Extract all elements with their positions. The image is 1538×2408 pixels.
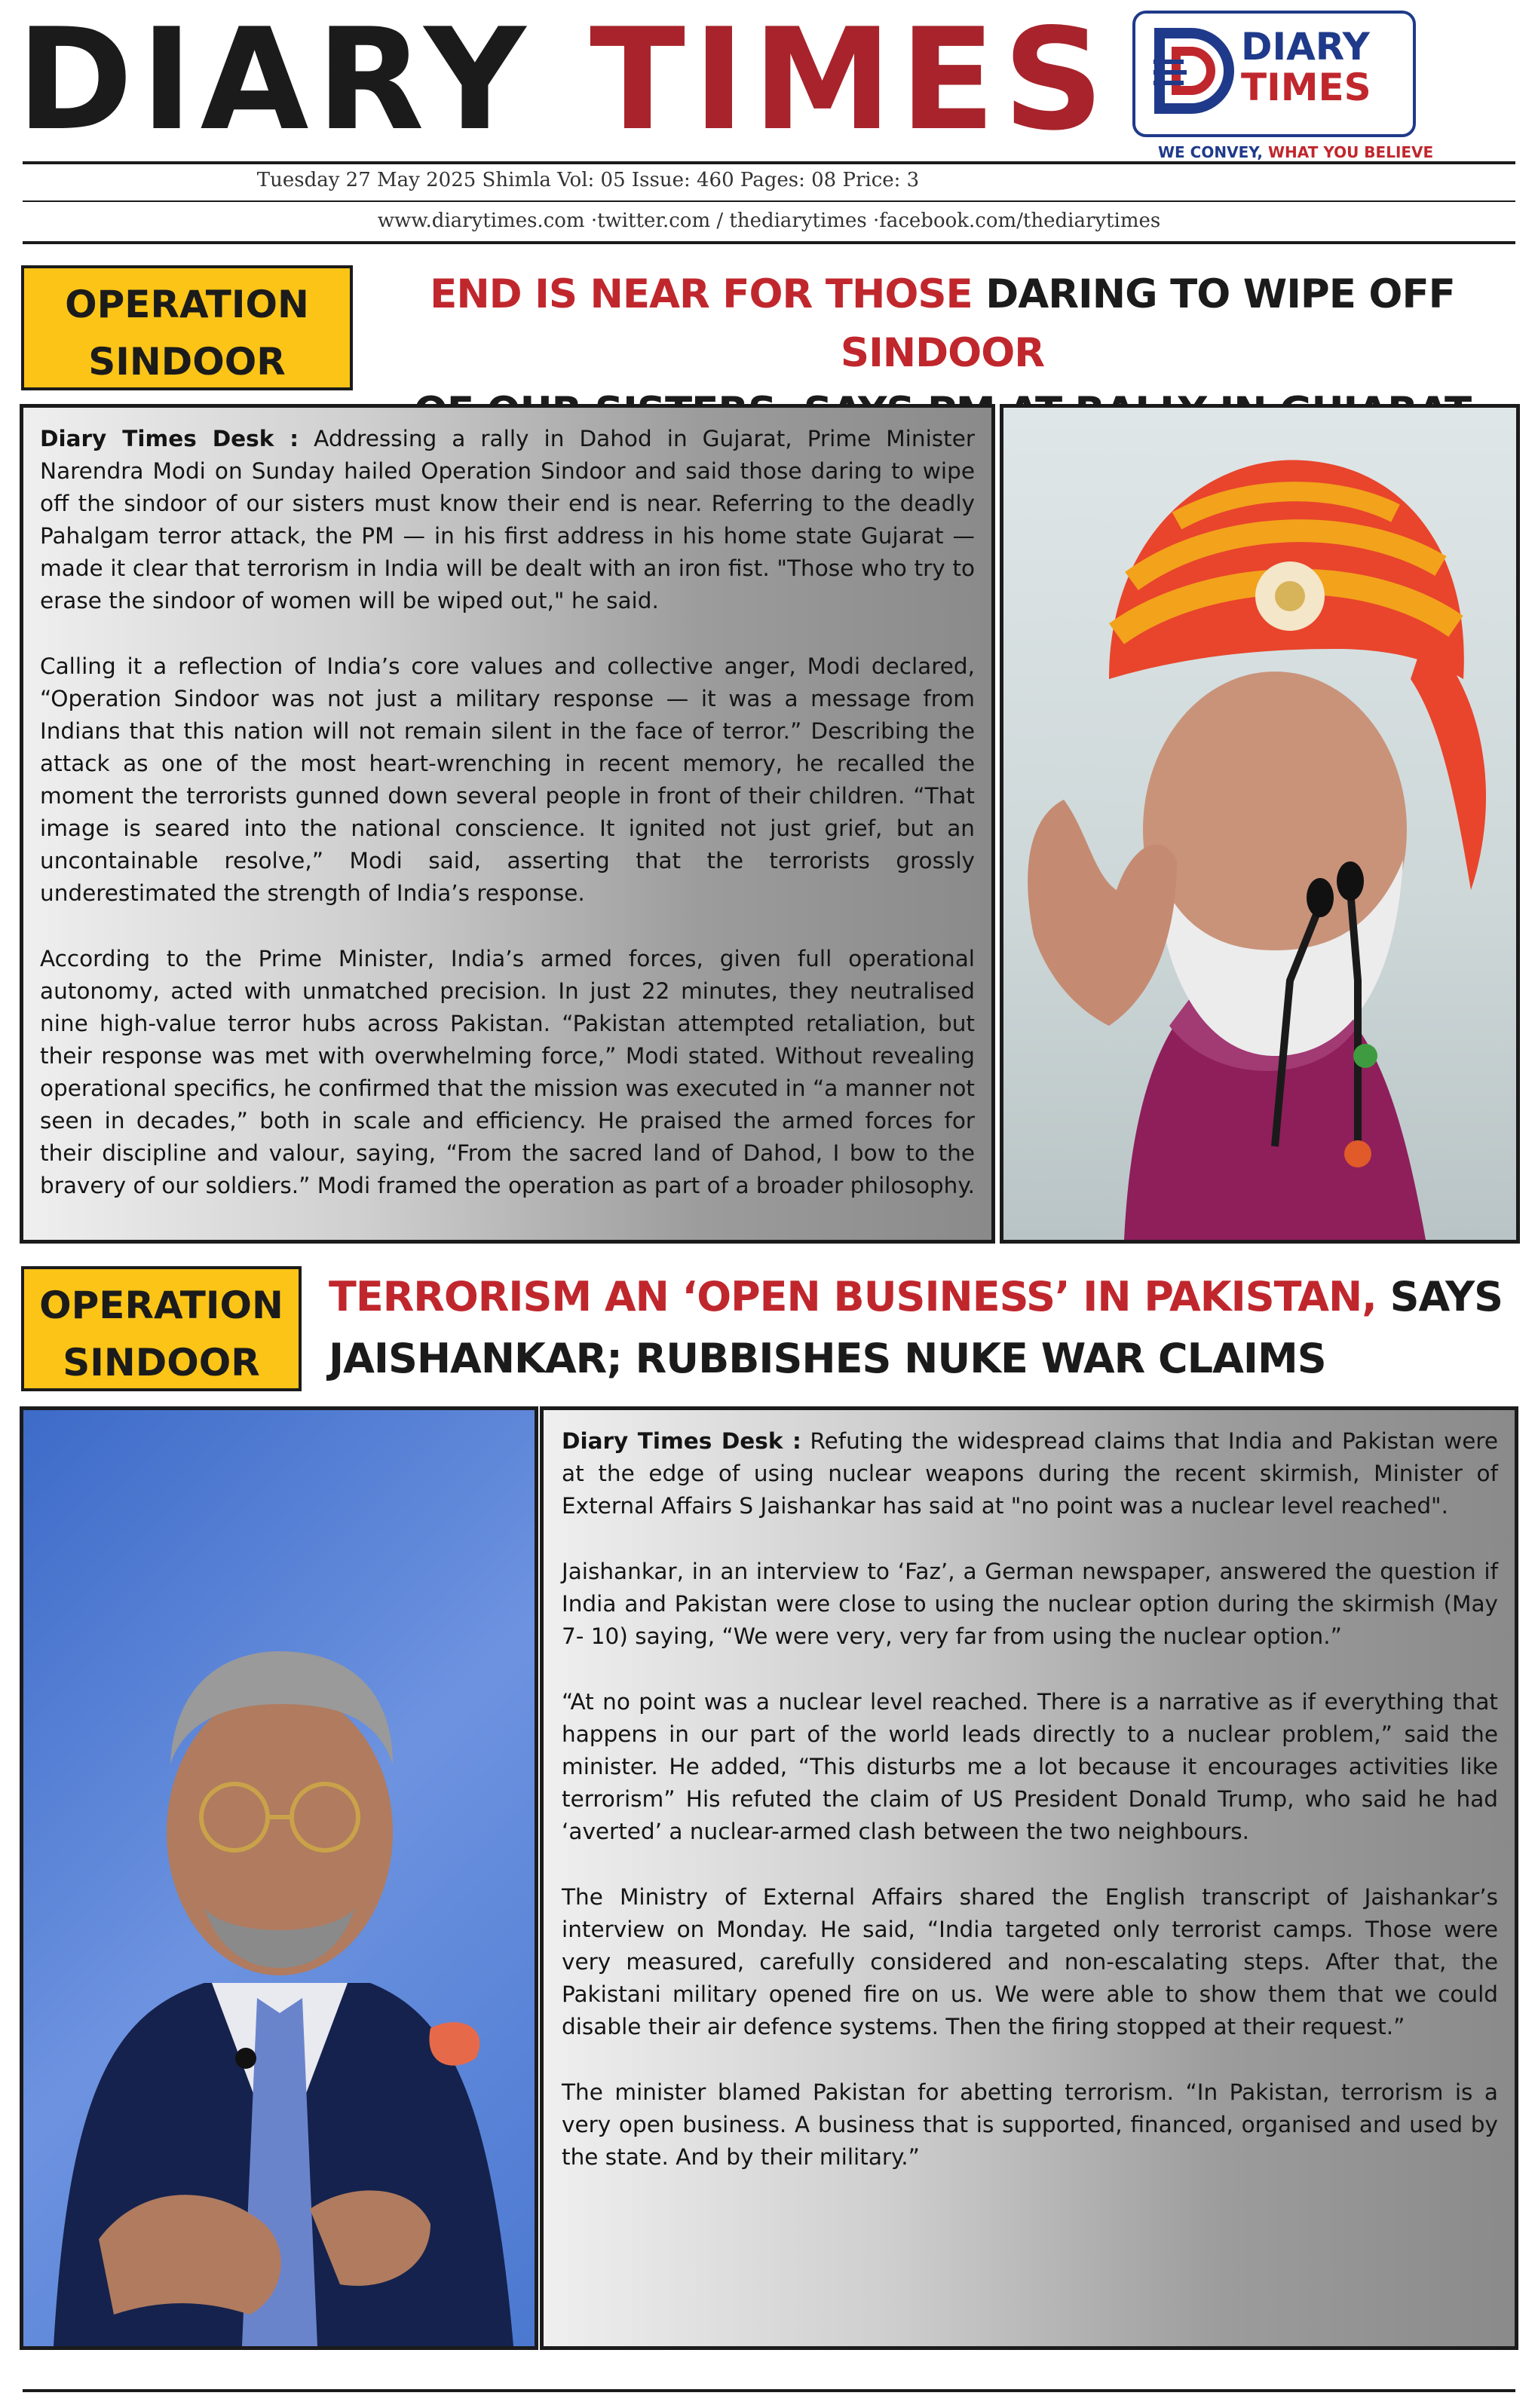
story2-photo-jaishankar	[20, 1406, 538, 2350]
masthead-title	[17, 0, 1112, 161]
masthead-title-times: TIMES	[590, 0, 1112, 161]
logo-text-times: TIMES	[1241, 66, 1371, 109]
tagline-part2: WHAT YOU BELIEVE	[1267, 143, 1434, 161]
section-badge-line1: OPERATION	[65, 283, 309, 326]
story2-paragraph-1-text: Refuting the widespread claims that India and Pakistan were at the edge of using nuclear weapons during the recent skirmish, Minister of External Affairs S Jaishankar has said at "no point was a nuclear level reached".	[562, 1428, 1498, 1519]
story1-headline-black1: DARING TO WIPE OFF	[972, 271, 1455, 317]
story2-byline: Diary Times Desk :	[562, 1428, 801, 1454]
section-badge-line1: OPERATION	[39, 1284, 283, 1327]
brand-logo	[1132, 11, 1416, 137]
story1-byline: Diary Times Desk :	[40, 426, 299, 451]
story2-text-box	[540, 1406, 1518, 2350]
story1-headline-red1: END IS NEAR FOR THOSE	[430, 271, 973, 317]
story1-paragraph-2: Calling it a reflection of India’s core values and collective anger, Modi declared, “Operation Sindoor was not just a military response — it was a message from Indians that this nation will not remain silent in the face of terror.” Describing the attack as one of the most heart-wrenching in recent memory, he recalled the moment the terrorists gunned down several people in front of their children. “That image is seared into the national conscience. It ignited not just grief, but an uncontainable resolve,” Modi said, asserting that the terrorists grossly underestimated the strength of India’s response.	[40, 653, 975, 906]
story2-headline-red1: TERRORISM AN ‘OPEN BUSINESS’ IN PAKISTAN,	[329, 1273, 1377, 1320]
story2-headline	[329, 1266, 1527, 1390]
story1-paragraph-3: According to the Prime Minister, India’s armed forces, given full operational autonomy, acted with unmatched precision. In just 22 minutes, they neutralised nine high-value terror hubs across Pakistan. “Pakistan attempted retaliation, but their response was met with overwhelming force,” Modi stated. Without revealing operational specifics, he confirmed that the mission was executed in “a manner not seen in decades,” both in scale and efficiency. He praised the armed forces for their discipline and valour, saying, “From the sacred land of Dahod, I bow to the bravery of our soldiers.” Modi framed the operation as part of a broader philosophy.	[40, 946, 975, 1198]
story2-paragraph-2: Jaishankar, in an interview to ‘Faz’, a German newspaper, answered the question if India and Pakistan were close to using the nuclear option during the skirmish (May 7- 10) saying, “We were very, very far from using the nuclear option.”	[562, 1559, 1498, 1649]
section-badge-line2: SINDOOR	[88, 340, 286, 384]
story2-paragraph-4: The Ministry of External Affairs shared the English transcript of Jaishankar’s interview on Monday. He said, “India targeted only terrorist camps. Those were very measured, carefully considered and non-escalating steps. After that, the Pakistani military opened fire on us. We were able to show them that we could disable their air defence systems. Then the firing stopped at their request.”	[562, 1884, 1498, 2039]
story2-headline-line1	[329, 1266, 1527, 1328]
story1-text-box	[20, 404, 995, 1244]
masthead-divider-middle	[23, 200, 1515, 202]
story2-headline-line2: JAISHANKAR; RUBBISHES NUKE WAR CLAIMS	[329, 1335, 1326, 1382]
story2-paragraph-1	[562, 1425, 1498, 1522]
story2-headline-black1: SAYS	[1376, 1273, 1503, 1320]
story1-headline-red2: SINDOOR	[840, 330, 1045, 376]
tagline-part1: WE CONVEY,	[1158, 143, 1268, 161]
section-badge-story2	[21, 1266, 302, 1391]
masthead-title-diary: DIARY	[17, 0, 534, 161]
story1-photo-modi	[1000, 404, 1520, 1244]
issue-info-line: Tuesday 27 May 2025 Shimla Vol: 05 Issue: 460 Pages: 08 Price: 3	[256, 169, 920, 191]
section-badge-story1	[21, 265, 353, 390]
story1-paragraph-1-text: Addressing a rally in Dahod in Gujarat, Prime Minister Narendra Modi on Sunday hailed Operation Sindoor and said those daring to wipe off the sindoor of our sisters must know their end is near. Referring to the deadly Pahalgam terror attack, the PM — in his first address in his home state Gujarat — made it clear that terrorism in India will be dealt with an iron fist. "Those who try to erase the sindoor of women will be wiped out," he said.	[40, 426, 975, 613]
brand-tagline	[1158, 143, 1433, 161]
story1-paragraph-1	[40, 423, 975, 617]
modi-portrait-illustration	[1003, 408, 1516, 1240]
section-badge-line2: SINDOOR	[63, 1341, 260, 1385]
story2-paragraph-5: The minister blamed Pakistan for abetting terrorism. “In Pakistan, terrorism is a very open business. A business that is supported, financed, organised and used by the state. And by their military.”	[562, 2079, 1498, 2170]
masthead-divider-bottom	[23, 241, 1515, 244]
social-links-line: www.diarytimes.com ·twitter.com / thediarytimes ·facebook.com/thediarytimes	[377, 210, 1161, 232]
page-footer-divider	[23, 2389, 1515, 2392]
logo-text-diary: DIARY	[1241, 25, 1370, 69]
story2-paragraph-3: “At no point was a nuclear level reached. There is a narrative as if everything that happens in our part of the world leads directly to a nuclear problem,” said the minister. He added, “This disturbs me a lot because it encourages activities like terrorism” His refuted the claim of US President Donald Trump, who said he had ‘averted’ a nuclear-armed clash between the two neighbours.	[562, 1689, 1498, 1844]
masthead-divider-top	[23, 161, 1515, 164]
story1-headline-line1	[362, 265, 1523, 383]
jaishankar-portrait-illustration	[23, 1410, 535, 2346]
logo-d-mark-icon	[1154, 26, 1236, 116]
